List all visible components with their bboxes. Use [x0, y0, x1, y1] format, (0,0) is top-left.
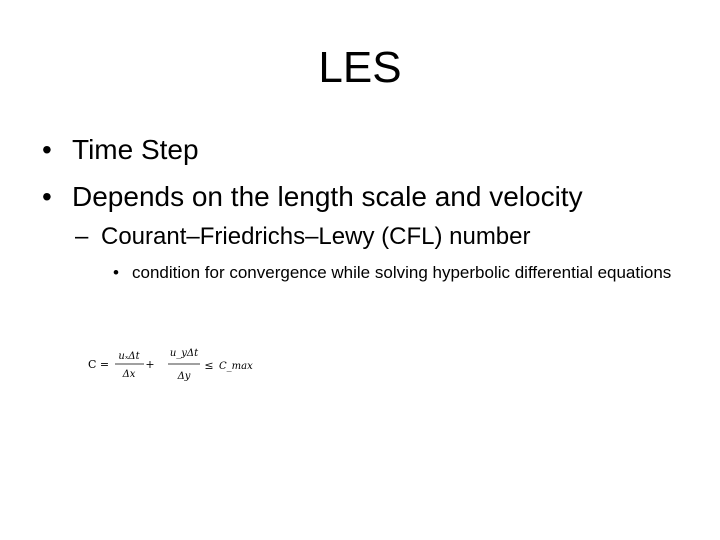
cfl-formula: [88, 344, 253, 384]
sub-sub-bullet-marker: •: [113, 263, 119, 282]
sub-bullet-text: Courant–Friedrichs–Lewy (CFL) number: [101, 223, 531, 250]
formula-term2-denominator: Δy: [177, 371, 191, 382]
formula-term2-numerator: u_yΔt: [169, 348, 199, 359]
bullet-depends: [42, 180, 583, 214]
formula-rhs: C_max: [219, 361, 253, 372]
bullet-time-step: [42, 133, 199, 167]
bullet-marker: •: [42, 181, 52, 212]
bullet-marker: •: [42, 134, 52, 165]
formula-lhs: C =: [88, 358, 110, 371]
formula-term1-denominator: Δx: [122, 369, 136, 380]
sub-bullet-marker: –: [75, 223, 89, 250]
formula-relation: ≤: [204, 359, 214, 372]
sub-bullet-cfl: [75, 222, 531, 252]
bullet-text: Time Step: [72, 134, 199, 165]
sub-sub-bullet-text: condition for convergence while solving hyperbolic differential equations: [132, 263, 672, 282]
bullet-text: Depends on the length scale and velocity: [72, 181, 583, 212]
slide-title: LES: [318, 43, 402, 92]
sub-sub-bullet-condition: [113, 261, 693, 285]
formula-plus: +: [145, 358, 155, 371]
formula-term1-numerator: uₓΔt: [118, 351, 140, 362]
